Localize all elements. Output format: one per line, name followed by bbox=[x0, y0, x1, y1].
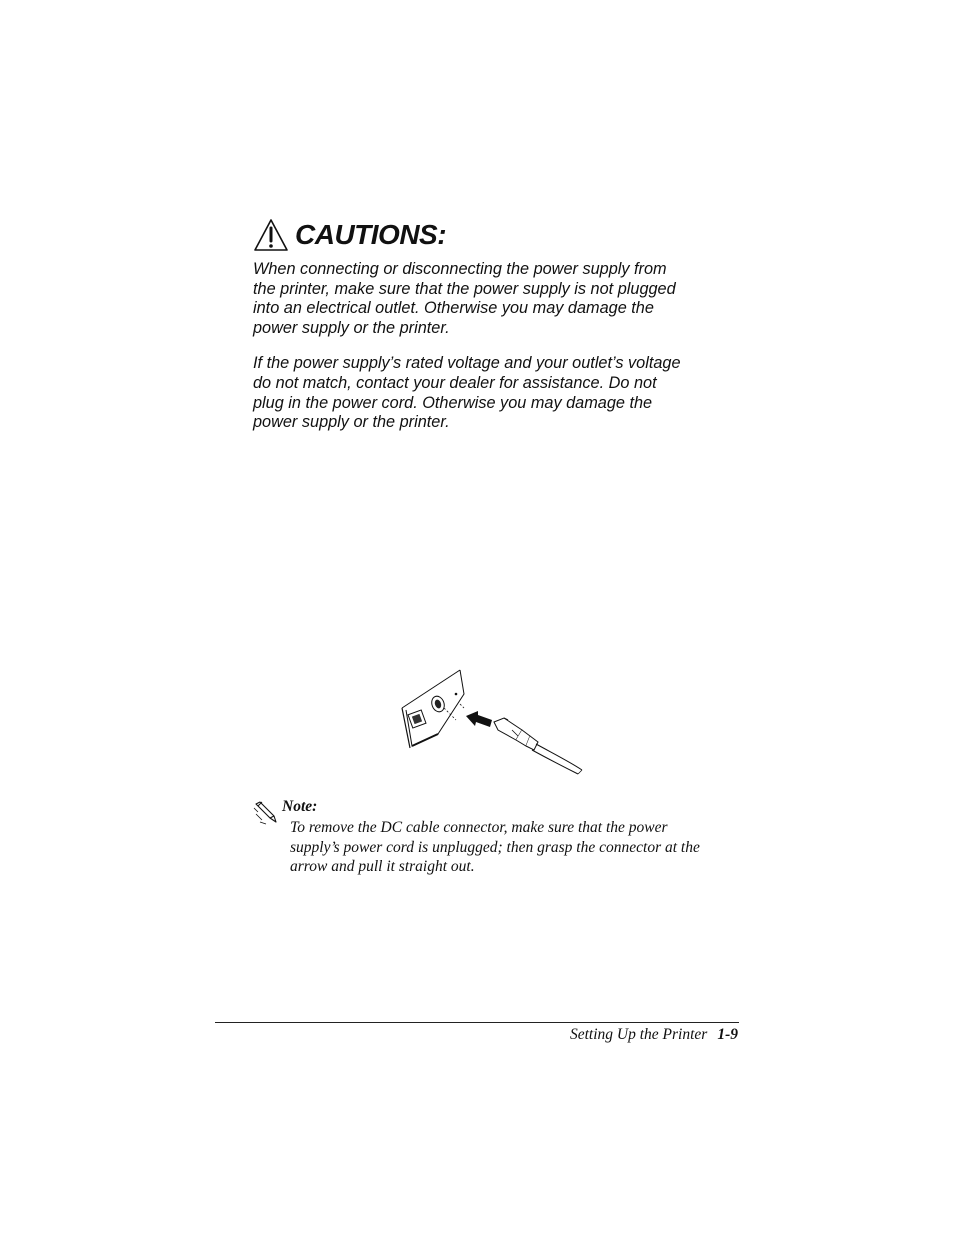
warning-triangle-icon bbox=[253, 218, 289, 252]
note-heading bbox=[252, 796, 742, 818]
footer-section-title: Setting Up the Printer bbox=[570, 1026, 708, 1043]
caution-paragraph: If the power supply’s rated voltage and your outlet’s voltage do not match, contact your dealer for assistance. Do not plug in the power cord. Otherwise you may damage the power supply or the printer. bbox=[253, 354, 681, 432]
dc-connector-illustration bbox=[398, 664, 590, 776]
page-footer bbox=[570, 1024, 738, 1046]
page-number: 1-9 bbox=[717, 1026, 738, 1043]
caution-heading bbox=[253, 212, 753, 258]
footer-divider bbox=[215, 1022, 739, 1023]
caution-paragraph: When connecting or disconnecting the power supply from the printer, make sure that the power supply is not plugged into an electrical outlet. Otherwise you may damage the power supply or the printer. bbox=[253, 260, 676, 337]
note-text: To remove the DC cable connector, make sure that the power supply’s power cord is unplugged; then grasp the connector at the arrow and pull it straight out. bbox=[290, 819, 700, 876]
caution-block bbox=[253, 212, 753, 433]
caution-title: CAUTIONS: bbox=[295, 219, 447, 250]
note-label: Note: bbox=[282, 798, 318, 815]
note-block bbox=[252, 796, 742, 877]
pencil-icon bbox=[252, 796, 280, 826]
